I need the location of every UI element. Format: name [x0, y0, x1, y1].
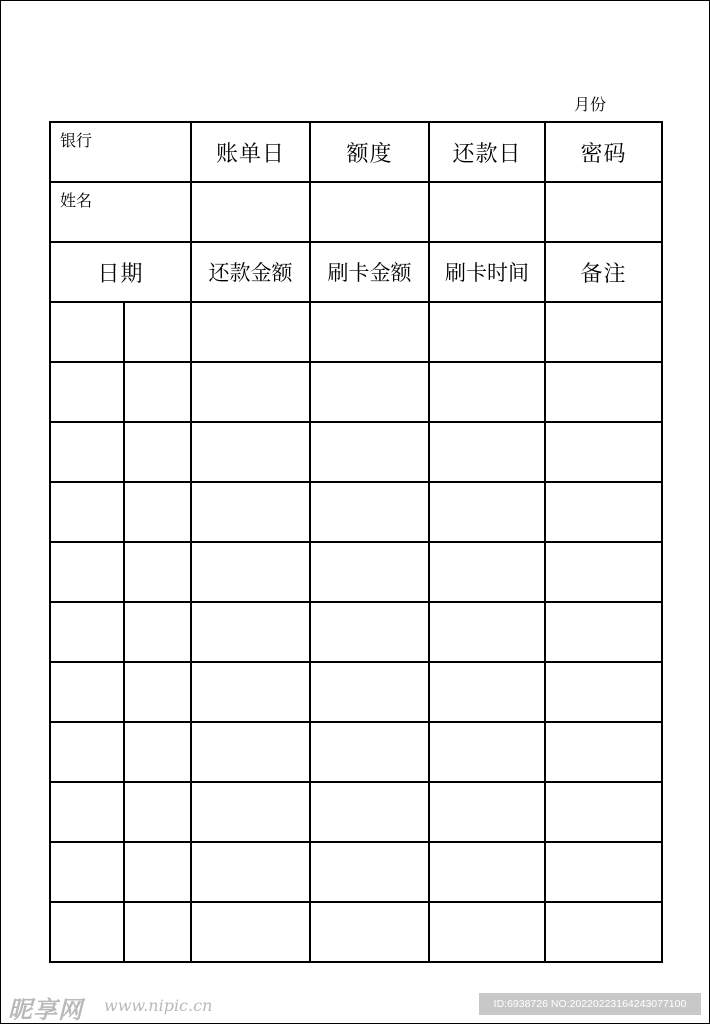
notes-cell[interactable] [545, 722, 662, 782]
notes-cell[interactable] [545, 482, 662, 542]
date-header: 日期 [50, 242, 191, 302]
swipe-time-cell[interactable] [429, 602, 545, 662]
swipe-time-cell[interactable] [429, 302, 545, 362]
date-day-cell[interactable] [124, 542, 191, 602]
date-month-cell[interactable] [50, 422, 124, 482]
notes-cell[interactable] [545, 362, 662, 422]
notes-cell[interactable] [545, 542, 662, 602]
swipe-amount-cell[interactable] [310, 902, 429, 962]
swipe-amount-cell[interactable] [310, 722, 429, 782]
date-day-cell[interactable] [124, 302, 191, 362]
header-row-name [50, 182, 662, 242]
swipe-time-cell[interactable] [429, 482, 545, 542]
table-row [50, 422, 662, 482]
table-row [50, 482, 662, 542]
repay-amount-cell[interactable] [191, 362, 310, 422]
date-day-cell[interactable] [124, 782, 191, 842]
notes-cell[interactable] [545, 602, 662, 662]
watermark-url: www.nipic.cn [104, 996, 213, 1015]
swipe-amount-cell[interactable] [310, 422, 429, 482]
notes-cell[interactable] [545, 422, 662, 482]
swipe-amount-cell[interactable] [310, 602, 429, 662]
repay-amount-cell[interactable] [191, 422, 310, 482]
date-month-cell[interactable] [50, 542, 124, 602]
swipe-time-header: 刷卡时间 [429, 242, 545, 302]
swipe-amount-cell[interactable] [310, 842, 429, 902]
notes-cell[interactable] [545, 902, 662, 962]
date-month-cell[interactable] [50, 362, 124, 422]
swipe-time-cell[interactable] [429, 362, 545, 422]
swipe-time-cell[interactable] [429, 842, 545, 902]
date-day-cell[interactable] [124, 722, 191, 782]
billing-day-cell[interactable] [191, 182, 310, 242]
table-row [50, 542, 662, 602]
table-row [50, 782, 662, 842]
credit-limit-cell[interactable] [310, 182, 429, 242]
swipe-amount-cell[interactable] [310, 482, 429, 542]
swipe-amount-cell[interactable] [310, 302, 429, 362]
watermark-logo: 昵享网 [8, 995, 83, 1024]
date-day-cell[interactable] [124, 602, 191, 662]
swipe-amount-cell[interactable] [310, 542, 429, 602]
table-row [50, 662, 662, 722]
name-label: 姓名 [50, 182, 191, 242]
repayment-day-header: 还款日 [429, 122, 545, 182]
credit-card-form-table [49, 121, 663, 963]
repay-amount-cell[interactable] [191, 842, 310, 902]
swipe-time-cell[interactable] [429, 782, 545, 842]
date-month-cell[interactable] [50, 662, 124, 722]
repay-amount-cell[interactable] [191, 302, 310, 362]
watermark-id-badge: ID:6938726 NO:20220223164243077100 [479, 993, 701, 1015]
date-month-cell[interactable] [50, 722, 124, 782]
header-row-bank [50, 122, 662, 182]
password-cell[interactable] [545, 182, 662, 242]
swipe-amount-cell[interactable] [310, 362, 429, 422]
table-row [50, 722, 662, 782]
swipe-time-cell[interactable] [429, 662, 545, 722]
date-day-cell[interactable] [124, 422, 191, 482]
table-row [50, 302, 662, 362]
date-day-cell[interactable] [124, 902, 191, 962]
repay-amount-cell[interactable] [191, 782, 310, 842]
table-row [50, 902, 662, 962]
date-month-cell[interactable] [50, 302, 124, 362]
date-month-cell[interactable] [50, 842, 124, 902]
repay-amount-cell[interactable] [191, 542, 310, 602]
date-day-cell[interactable] [124, 362, 191, 422]
notes-cell[interactable] [545, 662, 662, 722]
column-header-row [50, 242, 662, 302]
swipe-amount-cell[interactable] [310, 782, 429, 842]
repayment-day-cell[interactable] [429, 182, 545, 242]
repay-amount-cell[interactable] [191, 722, 310, 782]
notes-cell[interactable] [545, 302, 662, 362]
repay-amount-cell[interactable] [191, 482, 310, 542]
repay-amount-cell[interactable] [191, 902, 310, 962]
repay-amount-header: 还款金额 [191, 242, 310, 302]
bank-label: 银行 [50, 122, 191, 182]
date-day-cell[interactable] [124, 482, 191, 542]
credit-limit-header: 额度 [310, 122, 429, 182]
date-month-cell[interactable] [50, 782, 124, 842]
swipe-amount-header: 刷卡金额 [310, 242, 429, 302]
swipe-time-cell[interactable] [429, 902, 545, 962]
table-row [50, 842, 662, 902]
billing-day-header: 账单日 [191, 122, 310, 182]
notes-header: 备注 [545, 242, 662, 302]
repay-amount-cell[interactable] [191, 662, 310, 722]
notes-cell[interactable] [545, 782, 662, 842]
date-month-cell[interactable] [50, 902, 124, 962]
table-row [50, 362, 662, 422]
repay-amount-cell[interactable] [191, 602, 310, 662]
table-row [50, 602, 662, 662]
date-day-cell[interactable] [124, 662, 191, 722]
notes-cell[interactable] [545, 842, 662, 902]
swipe-time-cell[interactable] [429, 722, 545, 782]
month-label: 月份 [574, 95, 607, 114]
date-month-cell[interactable] [50, 482, 124, 542]
swipe-amount-cell[interactable] [310, 662, 429, 722]
date-day-cell[interactable] [124, 842, 191, 902]
swipe-time-cell[interactable] [429, 422, 545, 482]
date-month-cell[interactable] [50, 602, 124, 662]
password-header: 密码 [545, 122, 662, 182]
swipe-time-cell[interactable] [429, 542, 545, 602]
